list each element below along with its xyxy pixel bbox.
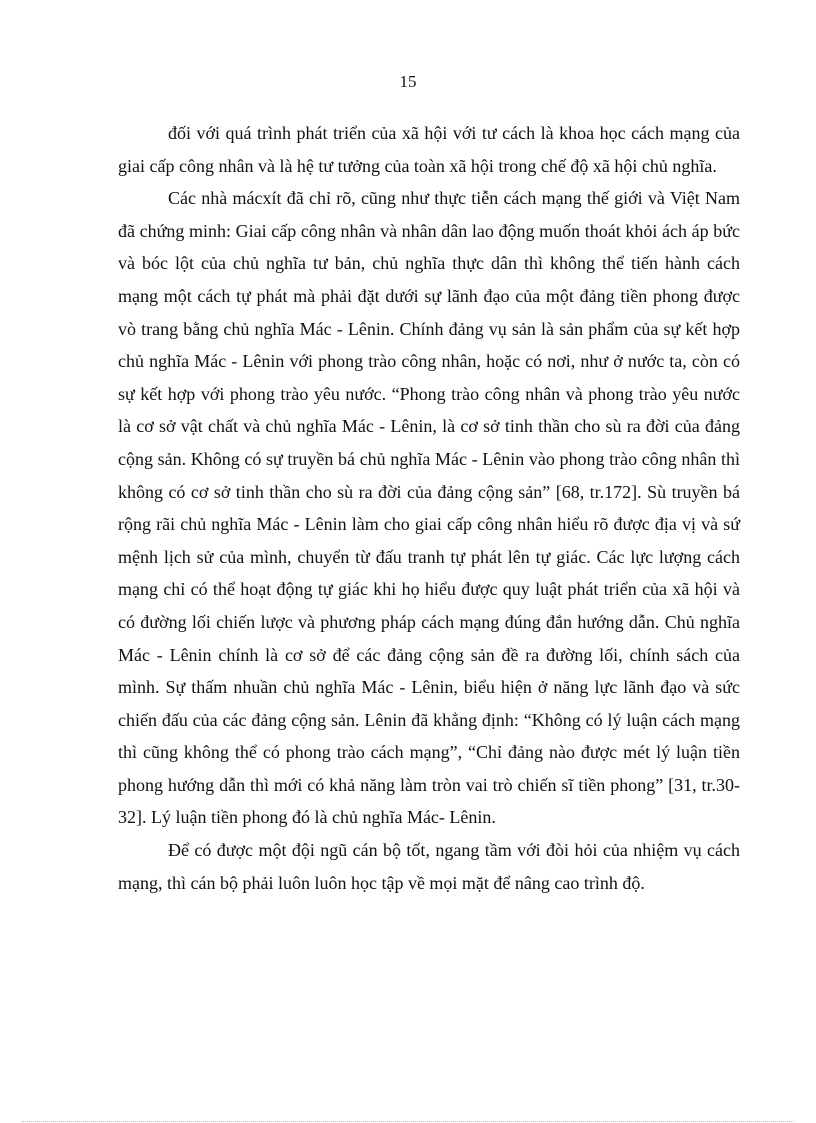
document-body <box>118 117 740 899</box>
paragraph-continuation: đối với quá trình phát triển của xã hội với tư cách là khoa học cách mạng của giai cấp công nhân và là hệ tư tưởng của toàn xã hội trong chế độ xã hội chủ nghĩa. <box>118 123 740 176</box>
page-bottom-border <box>22 1121 794 1122</box>
paragraph-cadre-training: Để có được một đội ngũ cán bộ tốt, ngang tầm với đòi hỏi của nhiệm vụ cách mạng, thì cán bộ phải luôn luôn học tập về mọi mặt để nâng cao trình độ. <box>118 840 740 893</box>
page-number: 15 <box>399 72 417 91</box>
paragraph-marxist-leadership: Các nhà mácxít đã chỉ rõ, cũng như thực tiễn cách mạng thế giới và Việt Nam đã chứng minh: Giai cấp công nhân và nhân dân lao động muốn thoát khỏi ách áp bức và bóc lột của chủ nghĩa tư bản, chủ nghĩa thực dân thì không thể tiến hành cách mạng một cách tự phát mà phải đặt dưới sự lãnh đạo của một đảng tiền phong được vò trang bằng chủ nghĩa Mác - Lênin. Chính đảng vụ sản là sản phẩm của sự kết hợp chủ nghĩa Mác - Lênin với phong trào công nhân, hoặc có nơi, như ở nước ta, còn có sự kết hợp với phong trào yêu nước. “Phong trào công nhân và phong trào yêu nước là cơ sở vật chất và chủ nghĩa Mác - Lênin, là cơ sở tinh thần cho sù ra đời của đảng cộng sản. Không có sự truyền bá chủ nghĩa Mác - Lênin vào phong trào công nhân thì không có cơ sở tinh thần cho sù ra đời của đảng cộng sản” [68, tr.172]. Sù truyền bá rộng rãi chủ nghĩa Mác - Lênin làm cho giai cấp công nhân hiểu rõ được địa vị và sứ mệnh lịch sử của mình, chuyển từ đấu tranh tự phát lên tự giác. Các lực lượng cách mạng chỉ có thể hoạt động tự giác khi họ hiểu được quy luật phát triển của xã hội và có đường lối chiến lược và phương pháp cách mạng đúng đắn hướng dẫn. Chủ nghĩa Mác - Lênin chính là cơ sở để các đảng cộng sản đề ra đường lối, chính sách của mình. Sự thấm nhuần chủ nghĩa Mác - Lênin, biểu hiện ở năng lực lãnh đạo và sức chiến đấu của các đảng cộng sản. Lênin đã khẳng định: “Không có lý luận cách mạng thì cũng không thể có phong trào cách mạng”, “Chỉ đảng nào được mét lý luận tiền phong hướng dẫn thì mới có khả năng làm tròn vai trò chiến sĩ tiền phong” [31, tr.30-32]. Lý luận tiền phong đó là chủ nghĩa Mác- Lênin. <box>118 188 740 828</box>
